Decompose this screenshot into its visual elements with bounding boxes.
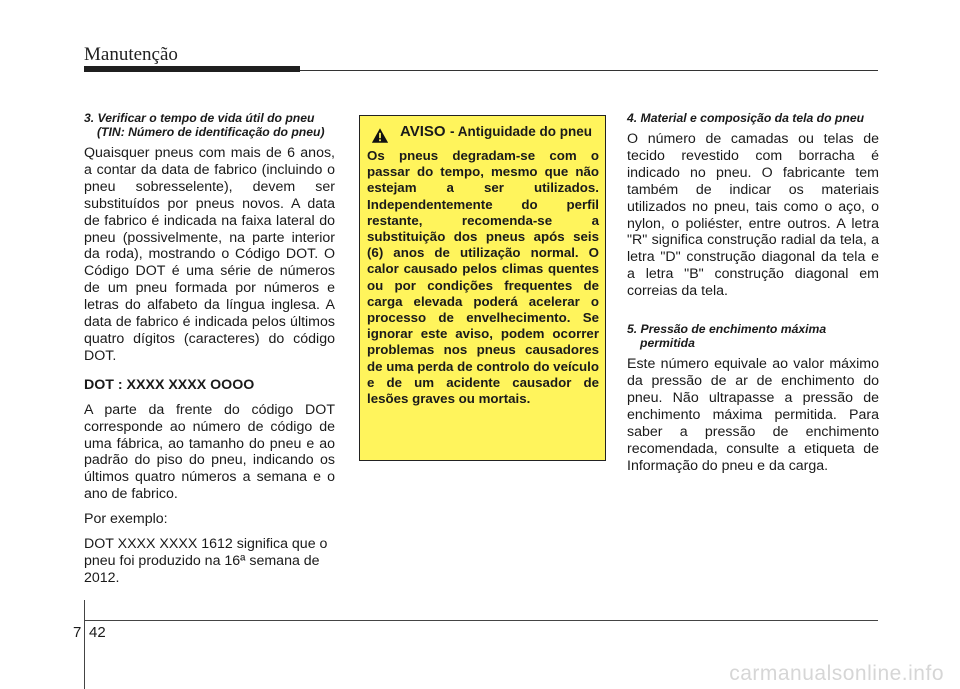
max-pressure-heading: 5. Pressão de enchimento máxima permitida [627, 322, 827, 351]
right-column [627, 111, 879, 482]
header-rule-thin [300, 70, 878, 71]
section-title: Manutenção [84, 44, 178, 65]
footer-horizontal-rule [84, 620, 878, 621]
warning-body: Os pneus degradam-se com o passar do tempo, mesmo que não estejam a ser utilizados. Independentemente do perfil restante, recomenda-se a substituição dos pneus após seis (6) anos de utilização normal. O calor causado pelos climas quentes ou por condições frequentes de carga elevada poderá acelerar o processo de envelhecimento. Se ignorar este aviso, podem ocorrer problemas nos pneus causadores de uma perda de controlo do veículo e de um acidente causador de lesões graves ou mortais. [367, 148, 599, 407]
ply-composition-heading: 4. Material e composição da tela do pneu [627, 111, 865, 125]
warning-subtitle: - Antiguidade do pneu [450, 124, 592, 139]
section-number: 7 [73, 624, 82, 641]
warning-box [359, 115, 606, 461]
example-text: DOT XXXX XXXX 1612 significa que o pneu foi produzido na 16ª semana de 2012. [84, 536, 328, 586]
dot-code-explanation: A parte da frente do código DOT corresponde ao número de código de uma fábrica, ao tamanho do pneu e ao padrão do piso do pneu, indicando os últimos quatro números a semana e o ano de fabrico. [84, 401, 335, 503]
footer-vertical-rule [84, 600, 85, 689]
warning-triangle-icon [371, 127, 389, 144]
tire-age-paragraph: Quaisquer pneus com mais de 6 anos, a contar da data de fabrico (incluindo o pneu sobresselente), devem ser substituídos por pneus novos. A data de fabrico é indicada na faixa lateral do pneu (possivelmente, na parte interior da roda), mostrando o Código DOT. O Código DOT é uma série de números de um pneu formada por números e letras do alfabeto da língua inglesa. A data de fabrico é indicada pelos últimos quatro dígitos (caracteres) do código DOT. [84, 145, 335, 364]
warning-word: AVISO [399, 123, 446, 140]
dot-code-format: DOT : XXXX XXXX OOOO [84, 376, 255, 393]
page-number: 42 [89, 624, 106, 641]
ply-composition-paragraph: O número de camadas ou telas de tecido revestido com borracha é indicado no pneu. O fabricante tem também de indicar os materiais utilizados no pneu, tais como o aço, o nylon, o poliéster, entre outros. A letra "R" significa construção radial da tela, a letra "D" construção diagonal da tela e a letra "B" construção diagonal em correias da tela. [627, 131, 879, 300]
header-rule-thick [84, 66, 300, 72]
warning-header [367, 124, 599, 144]
watermark: carmanualsonline.info [729, 662, 944, 685]
example-label: Por exemplo: [84, 511, 168, 528]
max-pressure-paragraph: Este número equivale ao valor máximo da pressão de ar de enchimento do pneu. Não ultrapasse a pressão de enchimento máxima permitida. Para saber a pressão de enchimento recomendada, consulte a etiqueta de Informação do pneu e da carga. [627, 356, 879, 474]
left-column [84, 111, 335, 595]
tire-age-heading: 3. Verificar o tempo de vida útil do pneu (TIN: Número de identificação do pneu) [84, 111, 325, 139]
warning-title [393, 124, 599, 140]
